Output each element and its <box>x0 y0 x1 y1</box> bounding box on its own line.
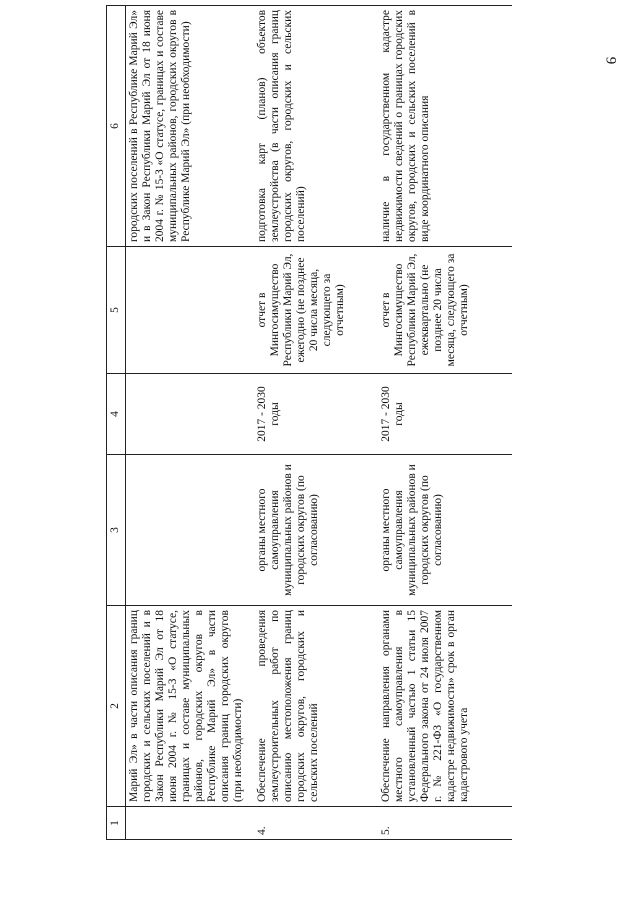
executor-cell: органы местного самоуправления муниципальных районов и городских округов (по согласованию) <box>378 455 512 606</box>
rotated-table-container <box>106 10 556 840</box>
header-row <box>107 6 126 840</box>
plan-table <box>106 5 512 840</box>
row-number: 5. <box>378 807 512 840</box>
table-row <box>126 6 255 840</box>
report-cell: отчет в Мингосимущество Республики Марий Эл, ежеквартально (не позднее 20 числа месяца, следующего за отчетным) <box>378 247 512 374</box>
executor-cell <box>126 455 255 606</box>
row-number <box>126 807 255 840</box>
col-header-2: 2 <box>107 606 126 807</box>
period-cell: 2017 - 2030 годы <box>254 374 378 455</box>
report-cell <box>126 247 255 374</box>
result-cell: наличие в государственном кадастре недвижимости сведений о границах городских округов, городских и сельских поселений в виде координатного описания <box>378 6 512 247</box>
period-cell: 2017 - 2030 годы <box>378 374 512 455</box>
row-number: 4. <box>254 807 378 840</box>
col-header-5: 5 <box>107 247 126 374</box>
result-cell: городских поселений в Республике Марий Эл» и в Закон Республики Марий Эл от 18 июня 2004 г. № 15-З «О статусе, границах и составе муниципальных районов, городских округов в Республике Марий Эл» (при необходимости) <box>126 6 255 247</box>
task-cell: Обеспечение проведения землеустроительных работ по описанию местоположения границ городских округов, городских и сельских поселений <box>254 606 378 807</box>
page-number: 9 <box>602 56 619 65</box>
result-cell: подготовка карт (планов) объектов землеустройства (в части описания границ городских округов, городских и сельских поселений) <box>254 6 378 247</box>
col-header-4: 4 <box>107 374 126 455</box>
task-cell: Обеспечение направления органами местного самоуправления в установленный частью 1 статьи 15 Федерального закона от 24 июля 2007 г. № 221-ФЗ «О государственном кадастре недвижимости» срок в орган кадастрового учета <box>378 606 512 807</box>
col-header-6: 6 <box>107 6 126 247</box>
table-row <box>254 6 378 840</box>
task-cell: Марий Эл» в части описания границ городских и сельских поселений и в Закон Республики Марий Эл от 18 июня 2004 г. № 15-З «О статусе, границах и составе муниципальных районов, городских округов в Республике Марий Эл» в части описания границ городских округов (при необходимости) <box>126 606 255 807</box>
col-header-3: 3 <box>107 455 126 606</box>
report-cell: отчет в Мингосимущество Республики Марий Эл, ежегодно (не позднее 20 числа месяца, следующего за отчетным) <box>254 247 378 374</box>
table-row <box>378 6 512 840</box>
executor-cell: органы местного самоуправления муниципальных районов и городских округов (по согласованию) <box>254 455 378 606</box>
period-cell <box>126 374 255 455</box>
col-header-1: 1 <box>107 807 126 840</box>
